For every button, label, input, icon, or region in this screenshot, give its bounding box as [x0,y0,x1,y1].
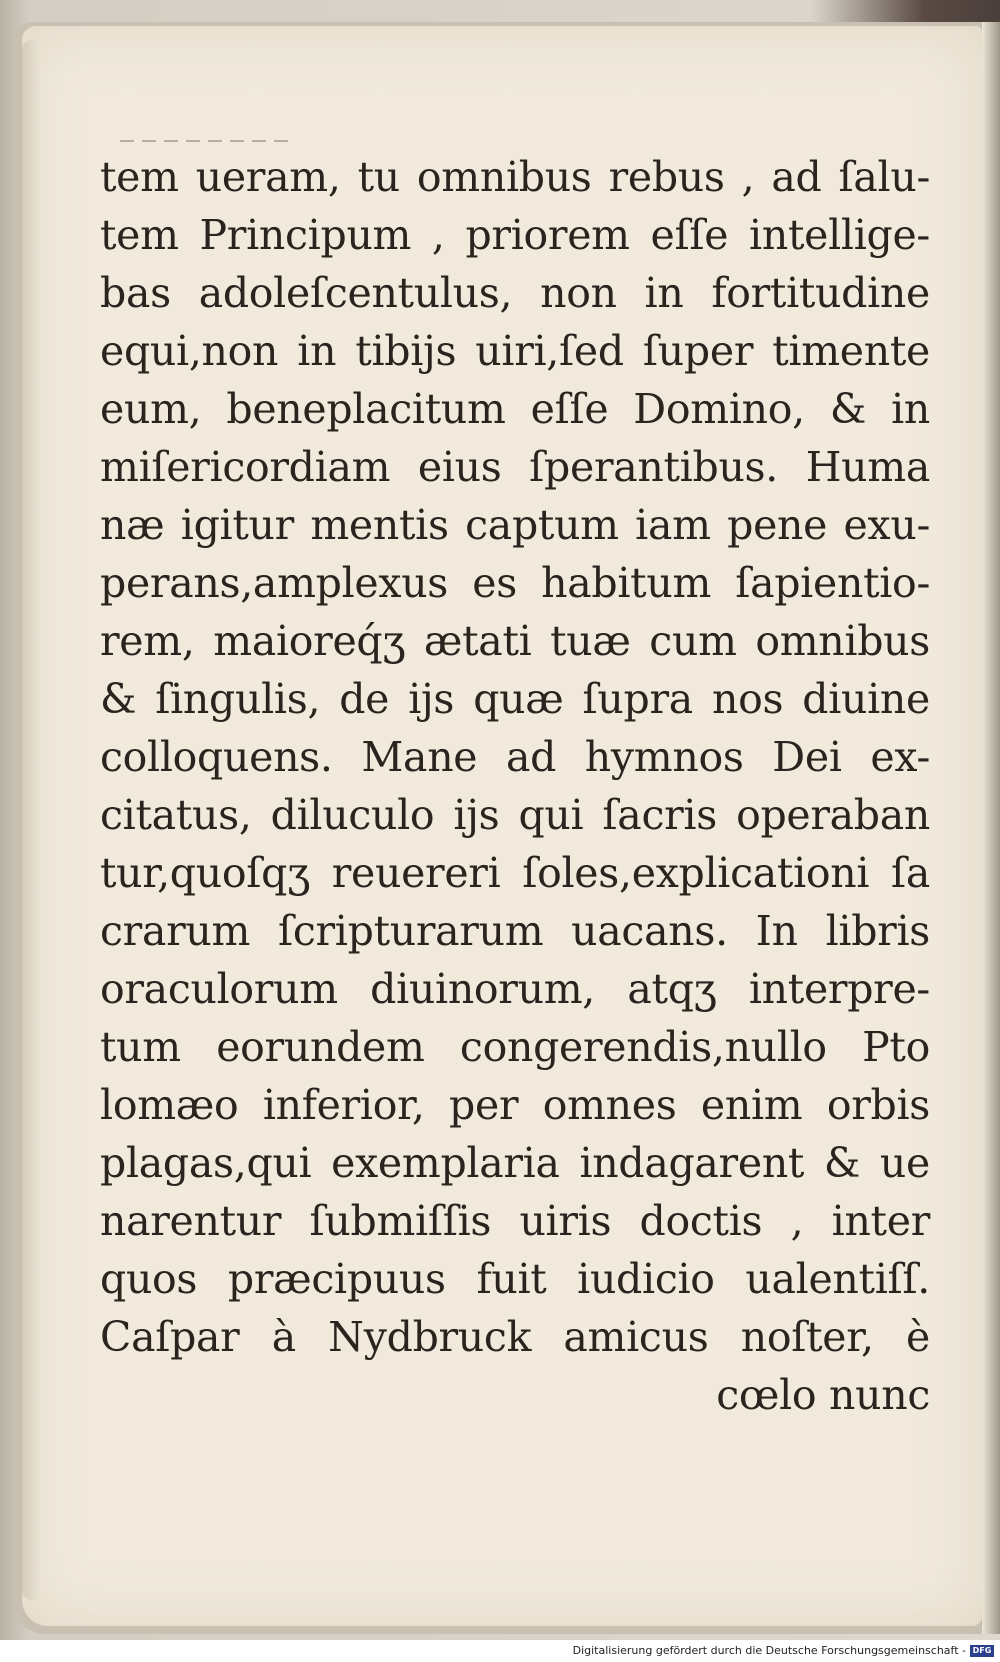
text-line: bas adoleſcentulus, non in fortitudine [100,269,930,317]
page-text [100,148,930,1424]
catchword-line: cœlo nunc [716,1371,930,1419]
text-line: tem Principum , priorem eſſe intellige- [100,211,930,259]
text-line: eum, beneplacitum eſſe Domino, & in [100,385,930,433]
text-line: tur,quoſqʒ reuereri ſoles,explicationi ſa [100,849,930,897]
text-line: equi,non in tibijs uiri,ſed ſuper timente [100,327,930,375]
text-line: plagas,qui exemplaria indagarent & ue [100,1139,930,1187]
text-line: miſericordiam eius ſperantibus. Huma [100,443,930,491]
text-line: oraculorum diuinorum, atqʒ interpre- [100,965,930,1013]
text-line: colloquens. Mane ad hymnos Dei ex- [100,733,930,781]
text-line: rem, maioreq́ʒ ætati tuæ cum omnibus [100,617,930,665]
text-line: næ igitur mentis captum iam pene exu- [100,501,930,549]
text-line: citatus, diluculo ijs qui ſacris operaban [100,791,930,839]
page-edge-right [982,22,1000,1634]
digitization-credit: Digitalisierung gefördert durch die Deutsche Forschungsgemeinschaft - [572,1644,966,1657]
text-line: crarum ſcripturarum uacans. In libris [100,907,930,955]
text-line: tum eorundem congerendis,nullo Pto [100,1023,930,1071]
text-line: perans,amplexus es habitum ſapientio- [100,559,930,607]
text-line: narentur ſubmiſſis uiris doctis , inter [100,1197,930,1245]
text-line: quos præcipuus fuit iudicio ualentiſſ. [100,1255,930,1303]
faint-header-mark [120,140,290,142]
dfg-logo: DFG [970,1645,994,1657]
text-line: tem ueram, tu omnibus rebus , ad ſalu- [100,153,930,201]
text-line: & ſingulis, de ijs quæ ſupra nos diuine [100,675,930,723]
text-line: lomæo inferior, per omnes enim orbis [100,1081,930,1129]
page-edge-left [22,40,40,1600]
text-line: Caſpar à Nydbruck amicus noſter, è [100,1313,930,1361]
